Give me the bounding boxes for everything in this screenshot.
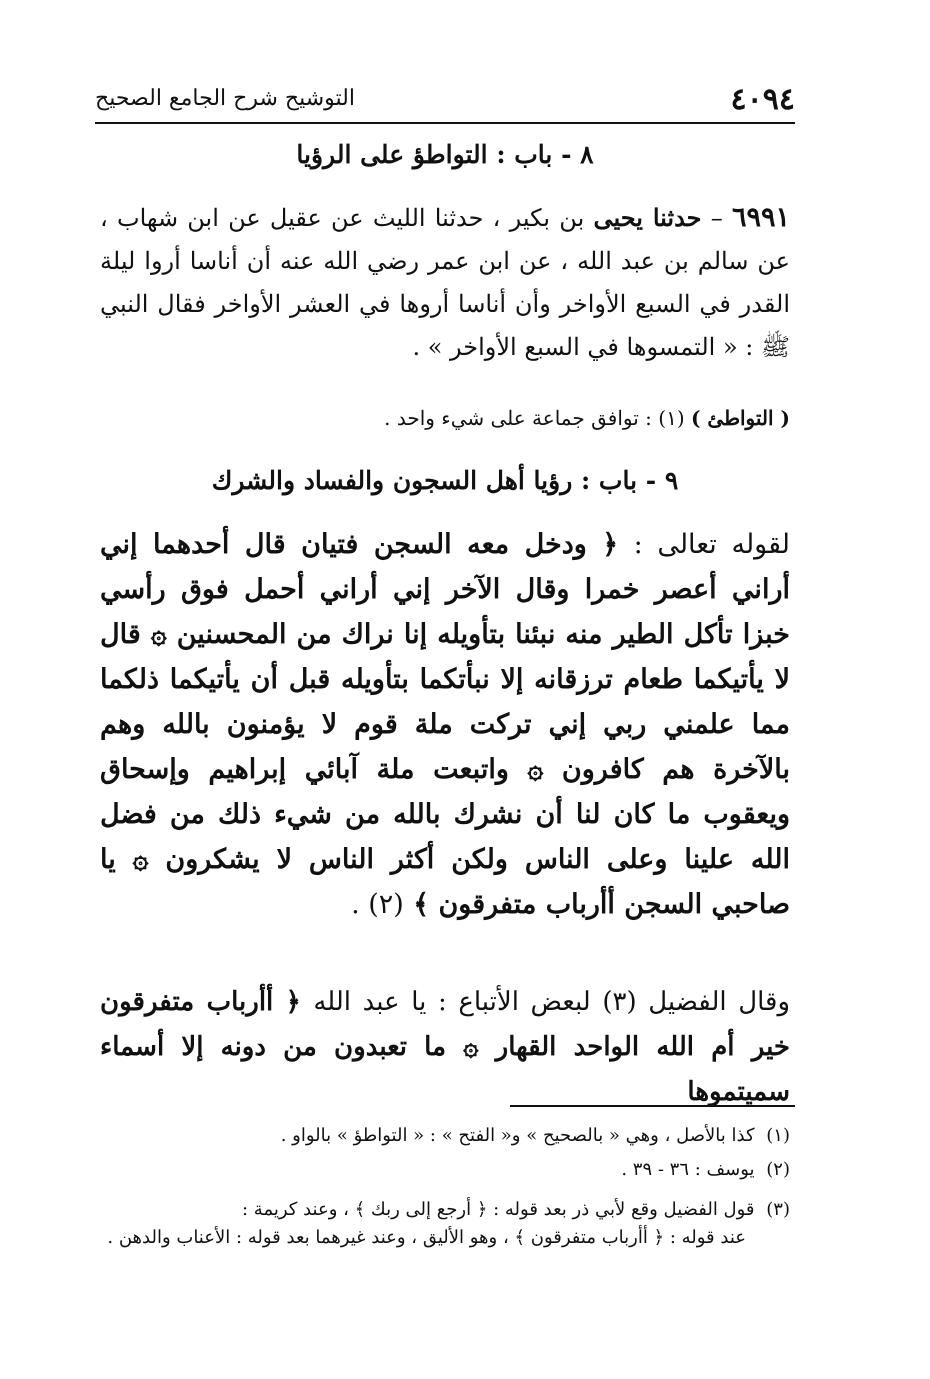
quran-passage	[100, 522, 790, 927]
verse-footnote-ref: (٢) .	[351, 889, 404, 920]
page-number: ٤٠٩٤	[730, 82, 795, 117]
footnote-text: يوسف : ٣٦ - ٣٩ .	[621, 1159, 755, 1180]
quran-verse: ﴿ ودخل معه السجن فتيان قال أحدهما إني أراني أعصر خمرا وقال الآخر إني أراني أحمل فوق رأسي خبزا تأكل الطير منه نبئنا بتأويله إنا نراك من المحسنين ۞ قال لا يأتيكما طعام ترزقانه إلا نبأتكما بتأويله قبل أن يأتيكما ذلكما مما علمني ربي إني تركت ملة قوم لا يؤمنون بالله وهم بالآخرة هم كافرون ۞ واتبعت ملة آبائي إبراهيم وإسحاق ويعقوب ما كان لنا أن نشرك بالله من شيء ذلك من فضل الله علينا وعلى الناس ولكن أكثر الناس لا يشكرون ۞ يا صاحبي السجن أأرباب متفرقون ﴾	[100, 529, 790, 920]
footnote-1	[100, 1122, 790, 1150]
section-8-heading: ٨ - باب : التواطؤ على الرؤيا	[296, 140, 594, 169]
hadith-number: ٦٩٩١	[731, 202, 790, 233]
footnote-rule	[510, 1105, 795, 1107]
hadith-narrator: حدثنا يحيى	[593, 203, 702, 232]
running-title: التوشيح شرح الجامع الصحيح	[95, 86, 355, 111]
footnote-text: كذا بالأصل ، وهي « بالصحيح » و« الفتح » : « التواطؤ » بالواو .	[280, 1125, 755, 1146]
gloss-footnote-ref: (١)	[658, 406, 685, 430]
fudail-quote-intro: وقال الفضيل (٣) لبعض الأتباع : يا عبد الله	[313, 987, 790, 1017]
gloss-tawatu	[100, 402, 790, 434]
gloss-text: : توافق جماعة على شيء واحد .	[384, 406, 652, 430]
hadith-text: بن بكير ، حدثنا الليث عن عقيل عن ابن شهاب ، عن سالم بن عبد الله ، عن ابن عمر رضي الله عنه أن أناسا أروا ليلة القدر في السبع الأواخر وأن أناسا أروها في العشر الأواخر فقال النبي ﷺ : « التمسوها في السبع الأواخر » .	[100, 204, 790, 361]
footnote-continuation: عند قوله : ﴿ أأرباب متفرقون ﴾ ، وهو الأليق ، وعند غيرهما بعد قوله : الأعناب والدهن .	[107, 1227, 746, 1248]
footnote-number: (٢)	[766, 1159, 790, 1180]
footnote-number: (١)	[766, 1125, 790, 1146]
footnote-3	[100, 1196, 790, 1252]
quran-intro: لقوله تعالى :	[633, 529, 791, 560]
hadith-6991: ٦٩٩١ – حدثنا يحيى بن بكير ، حدثنا الليث عن عقيل عن ابن شهاب ، عن سالم بن عبد الله ، عن ابن عمر رضي الله عنه أن أناسا أروا ليلة القدر في السبع الأواخر وأن أناسا أروها في العشر الأواخر فقال النبي ﷺ : « التمسوها في السبع الأواخر » .	[100, 202, 790, 361]
fudail-quote	[100, 980, 790, 1115]
fudail-quote-verse: ﴿ أأرباب متفرقون خير أم الله الواحد القهار ۞ ما تعبدون من دونه إلا أسماء سميتموها	[100, 987, 790, 1107]
header-rule	[95, 122, 795, 124]
footnote-2	[100, 1156, 790, 1184]
footnote-text: قول الفضيل وقع لأبي ذر بعد قوله : ﴿ أرجع إلى ربك ﴾ ، وعند كريمة :	[242, 1199, 755, 1220]
page-header	[95, 82, 795, 120]
gloss-term: ( التواطئ )	[690, 406, 790, 430]
section-9-heading: ٩ - باب : رؤيا أهل السجون والفساد والشرك	[211, 466, 679, 495]
footnote-number: (٣)	[766, 1199, 790, 1220]
